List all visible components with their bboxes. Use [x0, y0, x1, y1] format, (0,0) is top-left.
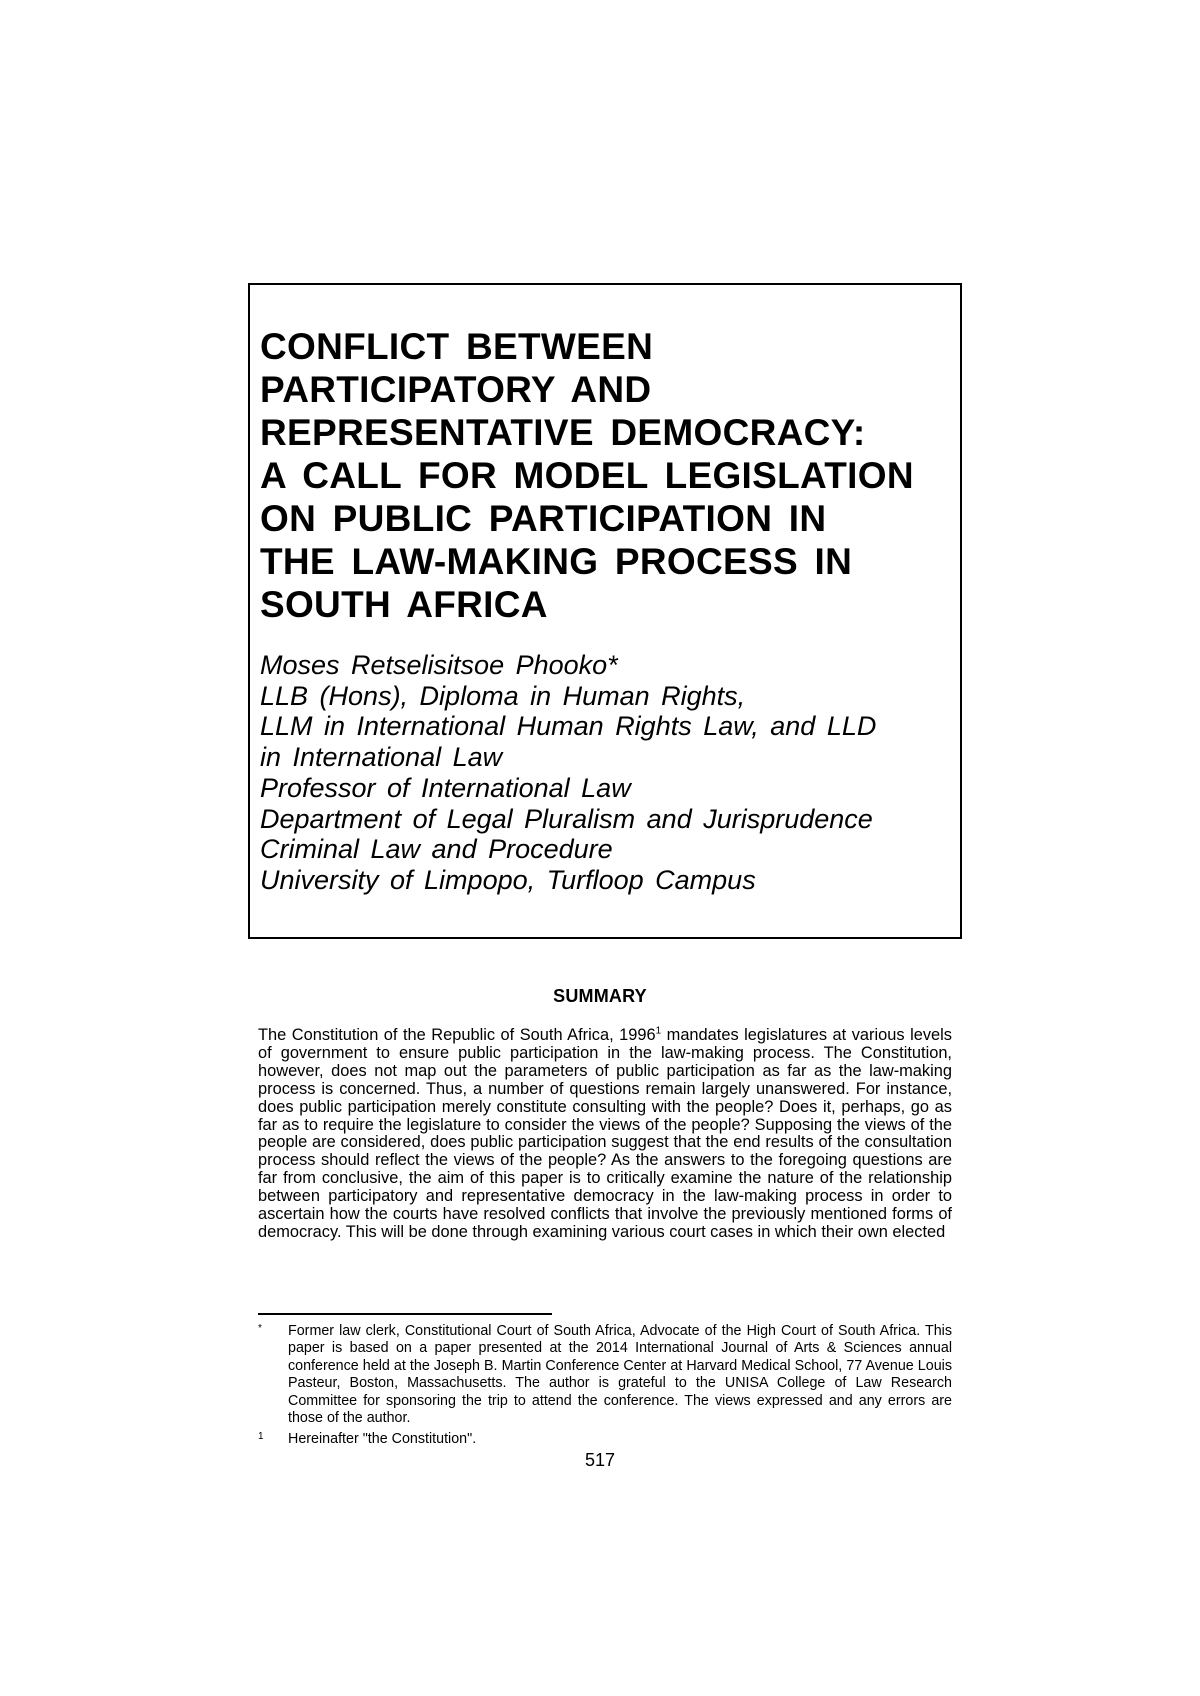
author-credential-line: LLB (Hons), Diploma in Human Rights,: [260, 680, 746, 711]
page-number: 517: [584, 1450, 616, 1470]
footnote-item: [258, 1323, 952, 1427]
author-block: [260, 650, 950, 896]
summary-paragraph: [258, 1027, 952, 1242]
title-line: CONFLICT BETWEEN: [260, 326, 654, 367]
author-department: Department of Legal Pluralism and Jurisprudence: [260, 803, 873, 834]
title-line: A CALL FOR MODEL LEGISLATION: [260, 455, 914, 496]
title-box: [248, 283, 962, 939]
author-name: Moses Retselisitsoe Phooko*: [260, 650, 618, 680]
footnote-mark: 1: [258, 1431, 264, 1443]
footnote-text: Hereinafter "the Constitution".: [288, 1431, 477, 1448]
author-credential-line: in International Law: [260, 742, 503, 773]
footnote-reference: 1: [655, 1025, 662, 1037]
author-affiliation: University of Limpopo, Turfloop Campus: [260, 864, 756, 895]
author-position: Professor of International Law: [260, 772, 631, 803]
footnotes: [258, 1323, 952, 1453]
author-credential-line: LLM in International Human Rights Law, and LLD: [260, 711, 877, 742]
footnote-mark: *: [258, 1323, 262, 1334]
footnote-divider: [258, 1313, 552, 1315]
title-line: THE LAW-MAKING PROCESS IN: [260, 541, 853, 582]
title-line: REPRESENTATIVE DEMOCRACY:: [260, 412, 866, 453]
footnote-item: [258, 1431, 952, 1448]
summary-heading: SUMMARY: [553, 986, 647, 1006]
article-title: [260, 325, 940, 626]
title-line: SOUTH AFRICA: [260, 584, 548, 625]
summary-text-rest: mandates legislatures at various levels of government to ensure public participation in the law-making process. The Constitution, however, does not map out the parameters of public participation as far as the law-making process is concerned. Thus, a number of questions remain largely unanswered. For instance, does public participation merely constitute consulting with the people? Does it, perhaps, go as far as to require the legislature to consider the views of the people? Supposing the views of the people are considered, does public participation suggest that the end results of the consultation process should reflect the views of the people? As the answers to the foregoing questions are far from conclusive, the aim of this paper is to critically examine the nature of the relationship between participatory and representative democracy in the law-making process in order to ascertain how the courts have resolved conflicts that involve the previously mentioned forms of democracy. This will be done through examining various court cases in which their own elected: [258, 1026, 952, 1241]
author-department: Criminal Law and Procedure: [260, 834, 613, 865]
footnote-text: Former law clerk, Constitutional Court of South Africa, Advocate of the High Court of South Africa. This paper is based on a paper presented at the 2014 International Journal of Arts & Sciences annual conference held at the Joseph B. Martin Conference Center at Harvard Medical School, 77 Avenue Louis Pasteur, Boston, Massachusetts. The author is grateful to the UNISA College of Law Research Committee for sponsoring the trip to attend the conference. The views expressed and any errors are those of the author.: [288, 1323, 952, 1427]
title-line: PARTICIPATORY AND: [260, 369, 652, 410]
title-line: ON PUBLIC PARTICIPATION IN: [260, 498, 827, 539]
summary-text-start: The Constitution of the Republic of South Africa, 1996: [258, 1026, 656, 1044]
